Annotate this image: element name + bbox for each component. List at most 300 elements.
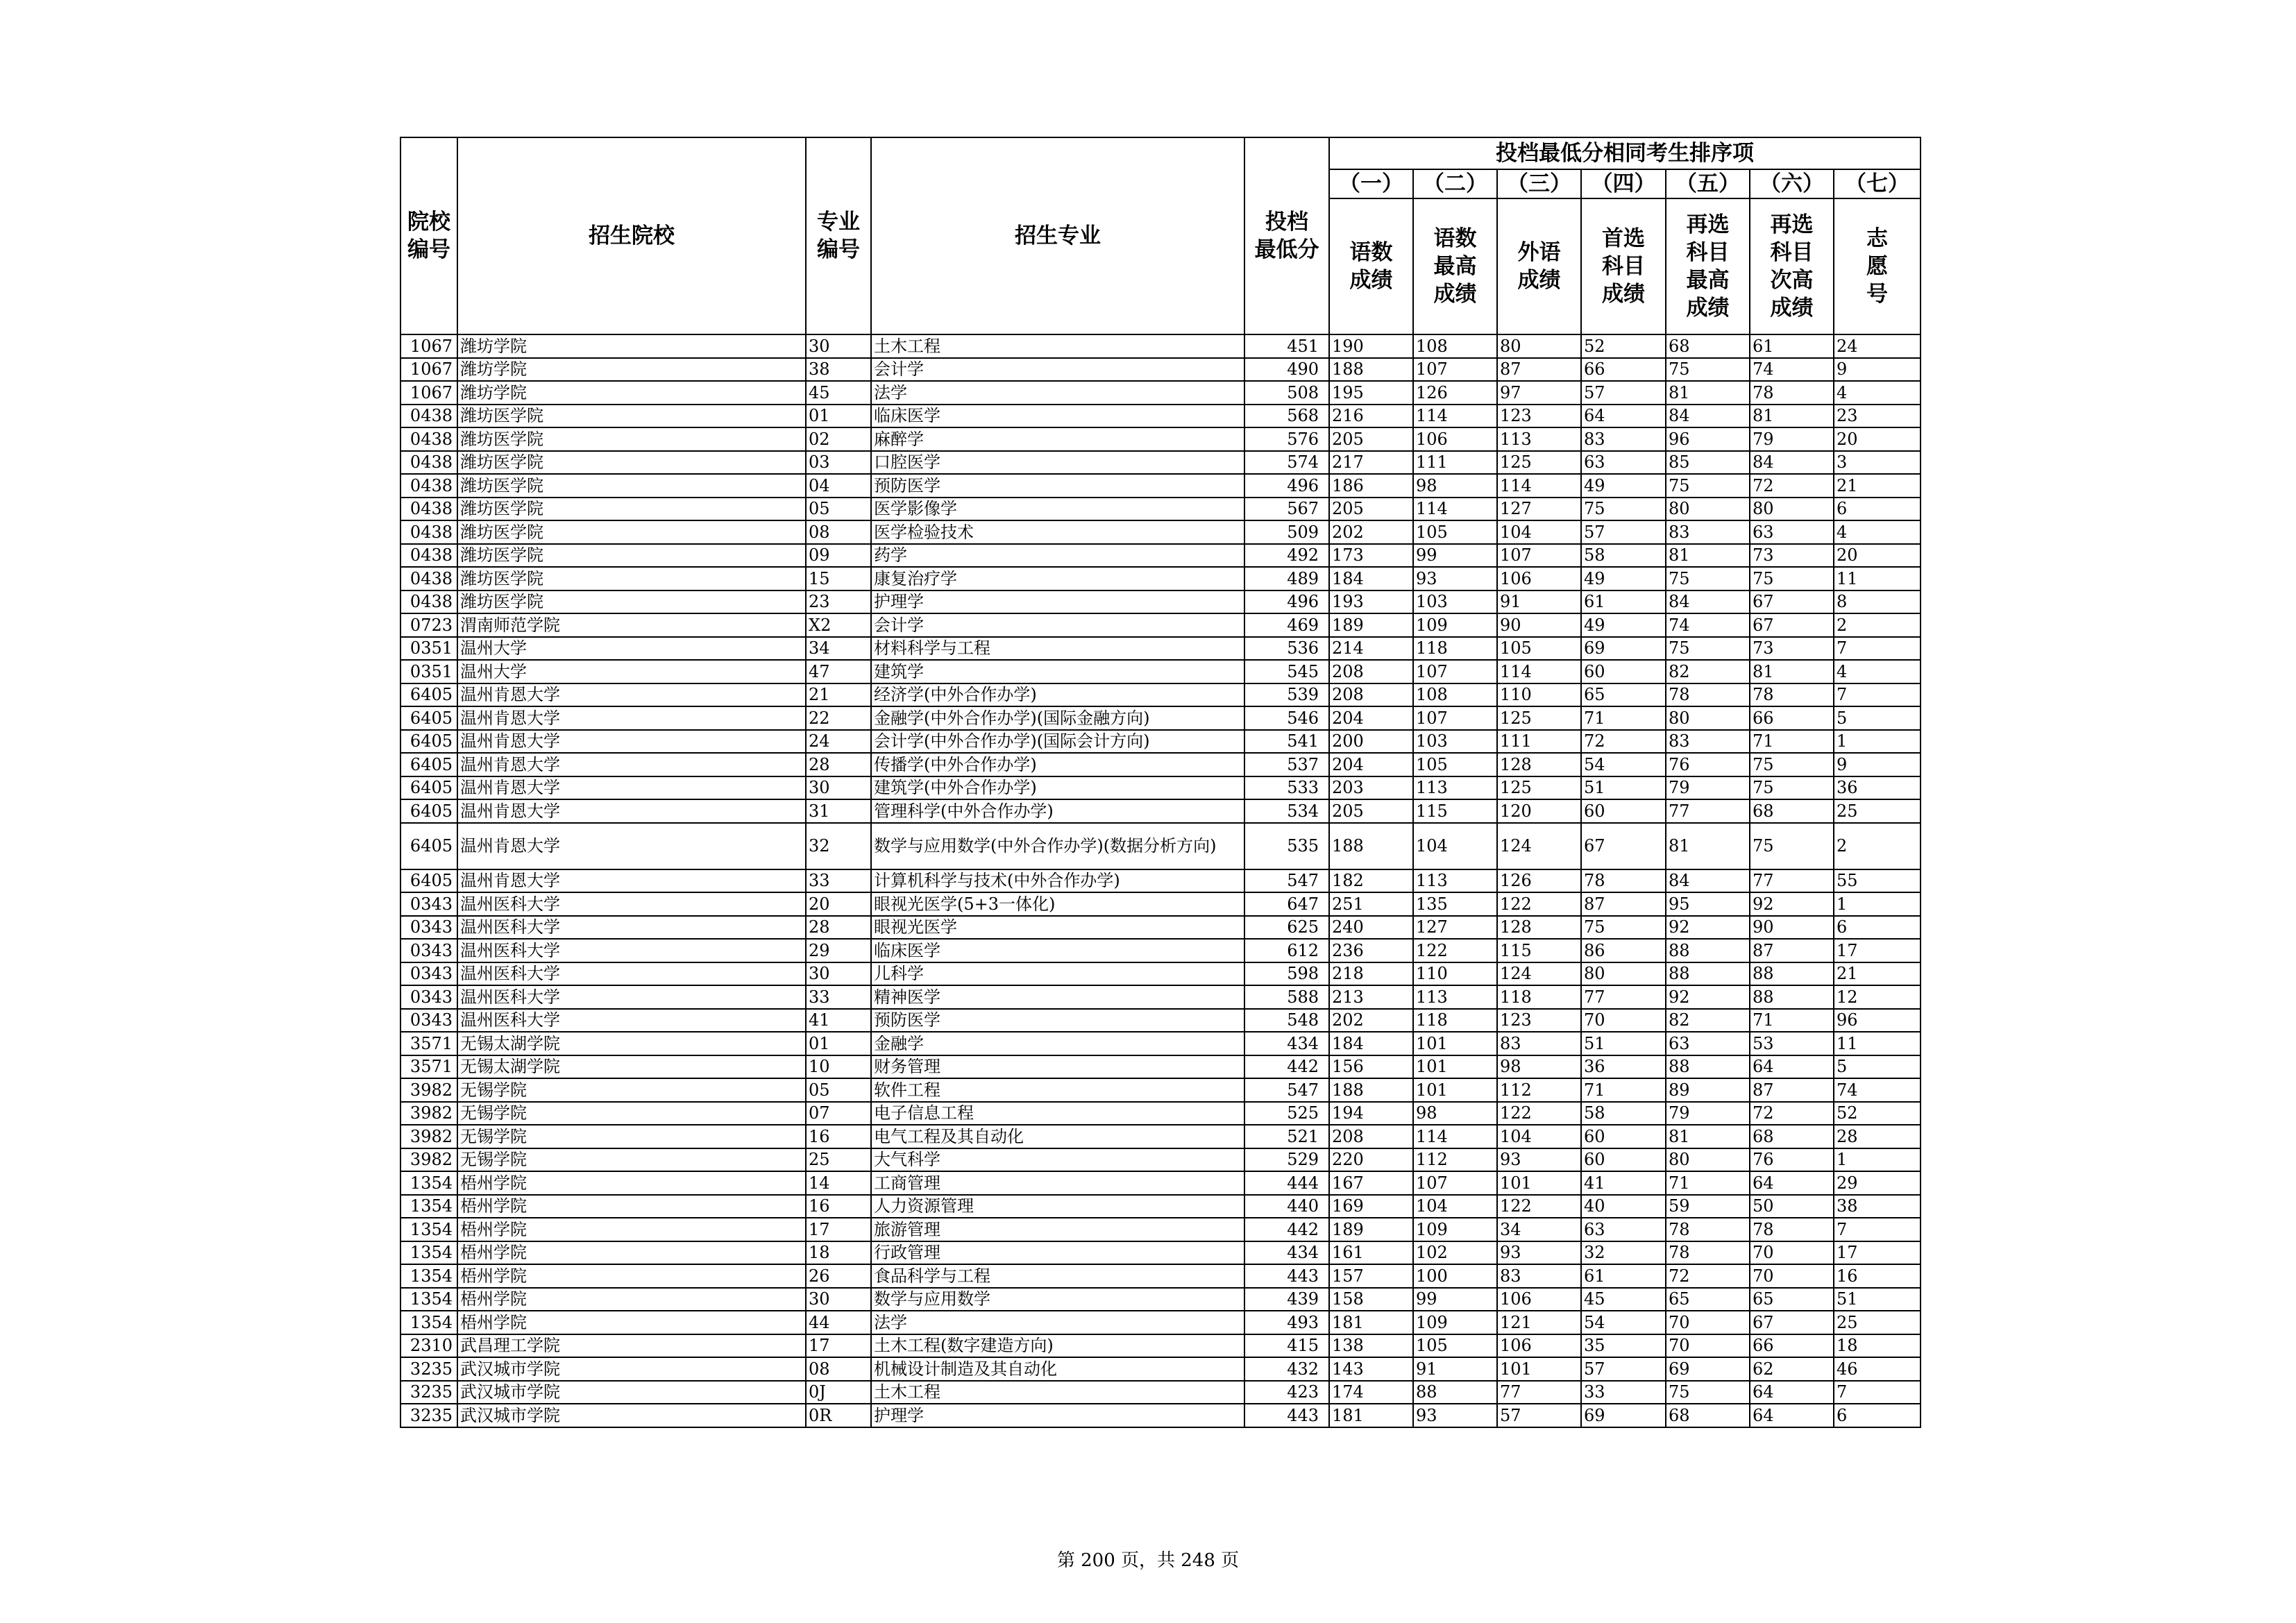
school-name-cell: 无锡太湖学院 bbox=[457, 1032, 806, 1055]
major-name-cell: 药学 bbox=[871, 544, 1244, 568]
reselect-second-cell: 84 bbox=[1750, 451, 1834, 475]
reselect-second-cell: 75 bbox=[1750, 753, 1834, 776]
school-code-cell: 0343 bbox=[400, 985, 457, 1009]
major-name-cell: 金融学 bbox=[871, 1032, 1244, 1055]
school-code-cell: 0343 bbox=[400, 939, 457, 962]
major-name-cell: 食品科学与工程 bbox=[871, 1264, 1244, 1288]
school-code-cell: 6405 bbox=[400, 683, 457, 707]
foreign-language-cell: 113 bbox=[1497, 427, 1581, 451]
major-code-cell: 28 bbox=[806, 916, 871, 940]
school-code-cell: 0351 bbox=[400, 637, 457, 661]
foreign-language-cell: 111 bbox=[1497, 730, 1581, 754]
reselect-max-cell: 76 bbox=[1666, 753, 1750, 776]
chinese-math-score-cell: 195 bbox=[1329, 381, 1413, 405]
preference-number-cell: 7 bbox=[1834, 683, 1921, 707]
chinese-math-max-cell: 127 bbox=[1413, 916, 1497, 940]
reselect-max-cell: 84 bbox=[1666, 405, 1750, 428]
preference-number-cell: 7 bbox=[1834, 1381, 1921, 1404]
reselect-second-cell: 78 bbox=[1750, 381, 1834, 405]
preference-number-cell: 18 bbox=[1834, 1334, 1921, 1358]
school-name-cell: 潍坊医学院 bbox=[457, 474, 806, 498]
admission-score-table bbox=[400, 137, 1921, 1428]
chinese-math-max-cell: 107 bbox=[1413, 660, 1497, 683]
major-name-cell: 金融学(中外合作办学)(国际金融方向) bbox=[871, 706, 1244, 730]
major-name-cell: 建筑学 bbox=[871, 660, 1244, 683]
chinese-math-max-cell: 122 bbox=[1413, 939, 1497, 962]
chinese-math-score-cell: 208 bbox=[1329, 683, 1413, 707]
major-code-cell: 08 bbox=[806, 1357, 871, 1381]
first-subject-cell: 36 bbox=[1581, 1055, 1666, 1079]
chinese-math-score-cell: 216 bbox=[1329, 405, 1413, 428]
chinese-math-score-cell: 190 bbox=[1329, 334, 1413, 358]
header-school-code bbox=[400, 137, 457, 334]
chinese-math-max-cell: 118 bbox=[1413, 637, 1497, 661]
reselect-max-cell: 82 bbox=[1666, 1009, 1750, 1033]
first-subject-cell: 75 bbox=[1581, 498, 1666, 521]
table-row bbox=[400, 939, 1921, 962]
school-name-cell: 温州医科大学 bbox=[457, 962, 806, 986]
min-score-cell: 612 bbox=[1244, 939, 1329, 962]
major-name-cell: 建筑学(中外合作办学) bbox=[871, 776, 1244, 800]
preference-number-cell: 11 bbox=[1834, 567, 1921, 590]
table-row bbox=[400, 1195, 1921, 1218]
foreign-language-cell: 106 bbox=[1497, 567, 1581, 590]
table-row bbox=[400, 1032, 1921, 1055]
min-score-cell: 489 bbox=[1244, 567, 1329, 590]
reselect-second-cell: 50 bbox=[1750, 1195, 1834, 1218]
reselect-max-cell: 71 bbox=[1666, 1171, 1750, 1195]
school-code-cell: 6405 bbox=[400, 823, 457, 869]
chinese-math-max-cell: 101 bbox=[1413, 1078, 1497, 1102]
header-order-6: （六） bbox=[1750, 169, 1834, 198]
school-name-cell: 温州肯恩大学 bbox=[457, 683, 806, 707]
min-score-cell: 490 bbox=[1244, 358, 1329, 382]
school-name-cell: 潍坊医学院 bbox=[457, 567, 806, 590]
reselect-max-cell: 95 bbox=[1666, 892, 1750, 916]
foreign-language-cell: 118 bbox=[1497, 985, 1581, 1009]
preference-number-cell: 29 bbox=[1834, 1171, 1921, 1195]
major-name-cell: 临床医学 bbox=[871, 939, 1244, 962]
major-code-cell: 0R bbox=[806, 1404, 871, 1427]
min-score-cell: 576 bbox=[1244, 427, 1329, 451]
major-name-cell: 护理学 bbox=[871, 590, 1244, 614]
reselect-second-cell: 78 bbox=[1750, 1218, 1834, 1241]
table-row bbox=[400, 799, 1921, 823]
school-code-cell: 0343 bbox=[400, 916, 457, 940]
major-name-cell: 预防医学 bbox=[871, 1009, 1244, 1033]
min-score-cell: 536 bbox=[1244, 637, 1329, 661]
chinese-math-max-cell: 105 bbox=[1413, 520, 1497, 544]
min-score-cell: 647 bbox=[1244, 892, 1329, 916]
preference-number-cell: 21 bbox=[1834, 962, 1921, 986]
header-min-score bbox=[1244, 137, 1329, 334]
major-name-cell: 数学与应用数学 bbox=[871, 1288, 1244, 1311]
school-name-cell: 温州肯恩大学 bbox=[457, 869, 806, 893]
table-row bbox=[400, 1357, 1921, 1381]
preference-number-cell: 4 bbox=[1834, 520, 1921, 544]
school-code-cell: 6405 bbox=[400, 753, 457, 776]
chinese-math-max-cell: 93 bbox=[1413, 567, 1497, 590]
reselect-max-cell: 79 bbox=[1666, 776, 1750, 800]
school-code-cell: 1354 bbox=[400, 1288, 457, 1311]
preference-number-cell: 36 bbox=[1834, 776, 1921, 800]
major-name-cell: 眼视光医学 bbox=[871, 916, 1244, 940]
chinese-math-score-cell: 188 bbox=[1329, 823, 1413, 869]
header-criterion-1-label: 语数 成绩 bbox=[1349, 240, 1393, 293]
foreign-language-cell: 125 bbox=[1497, 706, 1581, 730]
min-score-cell: 451 bbox=[1244, 334, 1329, 358]
header-criterion-3-label: 外语 成绩 bbox=[1517, 240, 1561, 293]
reselect-max-cell: 81 bbox=[1666, 381, 1750, 405]
chinese-math-score-cell: 189 bbox=[1329, 1218, 1413, 1241]
preference-number-cell: 25 bbox=[1834, 799, 1921, 823]
chinese-math-score-cell: 181 bbox=[1329, 1311, 1413, 1334]
school-code-cell: 6405 bbox=[400, 869, 457, 893]
major-name-cell: 土木工程 bbox=[871, 334, 1244, 358]
header-criterion-3 bbox=[1497, 198, 1581, 334]
reselect-max-cell: 65 bbox=[1666, 1288, 1750, 1311]
first-subject-cell: 72 bbox=[1581, 730, 1666, 754]
school-name-cell: 温州大学 bbox=[457, 637, 806, 661]
school-code-cell: 0438 bbox=[400, 427, 457, 451]
major-code-cell: 28 bbox=[806, 753, 871, 776]
table-row bbox=[400, 869, 1921, 893]
preference-number-cell: 7 bbox=[1834, 1218, 1921, 1241]
preference-number-cell: 11 bbox=[1834, 1032, 1921, 1055]
major-code-cell: 18 bbox=[806, 1241, 871, 1265]
chinese-math-max-cell: 105 bbox=[1413, 1334, 1497, 1358]
foreign-language-cell: 128 bbox=[1497, 916, 1581, 940]
reselect-second-cell: 73 bbox=[1750, 544, 1834, 568]
table-row bbox=[400, 706, 1921, 730]
school-code-cell: 3982 bbox=[400, 1102, 457, 1125]
chinese-math-max-cell: 98 bbox=[1413, 1102, 1497, 1125]
reselect-second-cell: 75 bbox=[1750, 823, 1834, 869]
min-score-cell: 469 bbox=[1244, 613, 1329, 637]
major-name-cell: 护理学 bbox=[871, 1404, 1244, 1427]
major-code-cell: 01 bbox=[806, 1032, 871, 1055]
preference-number-cell: 21 bbox=[1834, 474, 1921, 498]
header-criterion-6-label: 再选 科目 次高 成绩 bbox=[1770, 212, 1814, 321]
school-code-cell: 1354 bbox=[400, 1311, 457, 1334]
foreign-language-cell: 123 bbox=[1497, 405, 1581, 428]
major-code-cell: 44 bbox=[806, 1311, 871, 1334]
chinese-math-score-cell: 184 bbox=[1329, 1032, 1413, 1055]
chinese-math-max-cell: 101 bbox=[1413, 1055, 1497, 1079]
school-code-cell: 0438 bbox=[400, 405, 457, 428]
chinese-math-max-cell: 99 bbox=[1413, 1288, 1497, 1311]
major-name-cell: 临床医学 bbox=[871, 405, 1244, 428]
min-score-cell: 546 bbox=[1244, 706, 1329, 730]
school-code-cell: 1354 bbox=[400, 1195, 457, 1218]
min-score-cell: 534 bbox=[1244, 799, 1329, 823]
chinese-math-score-cell: 188 bbox=[1329, 358, 1413, 382]
school-code-cell: 3235 bbox=[400, 1381, 457, 1404]
reselect-second-cell: 88 bbox=[1750, 985, 1834, 1009]
school-code-cell: 1354 bbox=[400, 1171, 457, 1195]
reselect-max-cell: 82 bbox=[1666, 660, 1750, 683]
reselect-max-cell: 77 bbox=[1666, 799, 1750, 823]
major-code-cell: 45 bbox=[806, 381, 871, 405]
school-name-cell: 梧州学院 bbox=[457, 1241, 806, 1265]
chinese-math-max-cell: 107 bbox=[1413, 358, 1497, 382]
table-row bbox=[400, 1148, 1921, 1172]
foreign-language-cell: 125 bbox=[1497, 451, 1581, 475]
header-criterion-2 bbox=[1413, 198, 1497, 334]
foreign-language-cell: 90 bbox=[1497, 613, 1581, 637]
header-criterion-2-label: 语数 最高 成绩 bbox=[1433, 226, 1477, 307]
major-code-cell: 16 bbox=[806, 1195, 871, 1218]
foreign-language-cell: 107 bbox=[1497, 544, 1581, 568]
reselect-second-cell: 73 bbox=[1750, 637, 1834, 661]
chinese-math-score-cell: 204 bbox=[1329, 706, 1413, 730]
table-row bbox=[400, 427, 1921, 451]
first-subject-cell: 60 bbox=[1581, 799, 1666, 823]
reselect-max-cell: 75 bbox=[1666, 567, 1750, 590]
first-subject-cell: 71 bbox=[1581, 706, 1666, 730]
reselect-second-cell: 81 bbox=[1750, 405, 1834, 428]
school-name-cell: 温州医科大学 bbox=[457, 985, 806, 1009]
preference-number-cell: 1 bbox=[1834, 1148, 1921, 1172]
foreign-language-cell: 122 bbox=[1497, 1102, 1581, 1125]
min-score-cell: 567 bbox=[1244, 498, 1329, 521]
header-criterion-4-label: 首选 科目 成绩 bbox=[1602, 226, 1645, 307]
chinese-math-score-cell: 173 bbox=[1329, 544, 1413, 568]
chinese-math-max-cell: 114 bbox=[1413, 405, 1497, 428]
chinese-math-max-cell: 104 bbox=[1413, 1195, 1497, 1218]
first-subject-cell: 45 bbox=[1581, 1288, 1666, 1311]
school-code-cell: 3571 bbox=[400, 1055, 457, 1079]
major-code-cell: 09 bbox=[806, 544, 871, 568]
reselect-second-cell: 67 bbox=[1750, 590, 1834, 614]
preference-number-cell: 46 bbox=[1834, 1357, 1921, 1381]
major-code-cell: 10 bbox=[806, 1055, 871, 1079]
major-name-cell: 材料科学与工程 bbox=[871, 637, 1244, 661]
school-code-cell: 3235 bbox=[400, 1404, 457, 1427]
reselect-max-cell: 83 bbox=[1666, 730, 1750, 754]
chinese-math-max-cell: 100 bbox=[1413, 1264, 1497, 1288]
reselect-max-cell: 96 bbox=[1666, 427, 1750, 451]
table-row bbox=[400, 1288, 1921, 1311]
foreign-language-cell: 106 bbox=[1497, 1334, 1581, 1358]
major-name-cell: 电子信息工程 bbox=[871, 1102, 1244, 1125]
school-name-cell: 武汉城市学院 bbox=[457, 1381, 806, 1404]
reselect-max-cell: 81 bbox=[1666, 544, 1750, 568]
preference-number-cell: 1 bbox=[1834, 892, 1921, 916]
min-score-cell: 508 bbox=[1244, 381, 1329, 405]
reselect-max-cell: 78 bbox=[1666, 683, 1750, 707]
preference-number-cell: 74 bbox=[1834, 1078, 1921, 1102]
reselect-max-cell: 88 bbox=[1666, 939, 1750, 962]
major-code-cell: 47 bbox=[806, 660, 871, 683]
school-code-cell: 1354 bbox=[400, 1218, 457, 1241]
school-code-cell: 1067 bbox=[400, 381, 457, 405]
first-subject-cell: 77 bbox=[1581, 985, 1666, 1009]
foreign-language-cell: 93 bbox=[1497, 1241, 1581, 1265]
reselect-second-cell: 64 bbox=[1750, 1381, 1834, 1404]
first-subject-cell: 61 bbox=[1581, 590, 1666, 614]
major-code-cell: 08 bbox=[806, 520, 871, 544]
min-score-cell: 442 bbox=[1244, 1218, 1329, 1241]
header-order-2: （二） bbox=[1413, 169, 1497, 198]
school-code-cell: 3571 bbox=[400, 1032, 457, 1055]
table-row bbox=[400, 1009, 1921, 1033]
min-score-cell: 496 bbox=[1244, 474, 1329, 498]
table-row bbox=[400, 637, 1921, 661]
first-subject-cell: 75 bbox=[1581, 916, 1666, 940]
chinese-math-max-cell: 118 bbox=[1413, 1009, 1497, 1033]
major-code-cell: 15 bbox=[806, 567, 871, 590]
reselect-max-cell: 80 bbox=[1666, 1148, 1750, 1172]
first-subject-cell: 86 bbox=[1581, 939, 1666, 962]
table-row bbox=[400, 451, 1921, 475]
school-name-cell: 武汉城市学院 bbox=[457, 1404, 806, 1427]
chinese-math-max-cell: 107 bbox=[1413, 1171, 1497, 1195]
chinese-math-score-cell: 217 bbox=[1329, 451, 1413, 475]
table-row bbox=[400, 567, 1921, 590]
header-min-score-label: 投档 最低分 bbox=[1254, 210, 1319, 262]
preference-number-cell: 12 bbox=[1834, 985, 1921, 1009]
preference-number-cell: 3 bbox=[1834, 451, 1921, 475]
chinese-math-max-cell: 98 bbox=[1413, 474, 1497, 498]
header-school-code-label: 院校 编号 bbox=[407, 210, 450, 262]
foreign-language-cell: 115 bbox=[1497, 939, 1581, 962]
reselect-second-cell: 70 bbox=[1750, 1264, 1834, 1288]
school-code-cell: 6405 bbox=[400, 730, 457, 754]
foreign-language-cell: 77 bbox=[1497, 1381, 1581, 1404]
reselect-second-cell: 71 bbox=[1750, 1009, 1834, 1033]
table-row bbox=[400, 892, 1921, 916]
school-code-cell: 6405 bbox=[400, 706, 457, 730]
chinese-math-max-cell: 115 bbox=[1413, 799, 1497, 823]
school-name-cell: 武汉城市学院 bbox=[457, 1357, 806, 1381]
school-code-cell: 3982 bbox=[400, 1148, 457, 1172]
preference-number-cell: 28 bbox=[1834, 1125, 1921, 1148]
header-criterion-1 bbox=[1329, 198, 1413, 334]
preference-number-cell: 17 bbox=[1834, 1241, 1921, 1265]
min-score-cell: 492 bbox=[1244, 544, 1329, 568]
reselect-max-cell: 74 bbox=[1666, 613, 1750, 637]
min-score-cell: 548 bbox=[1244, 1009, 1329, 1033]
chinese-math-score-cell: 202 bbox=[1329, 520, 1413, 544]
chinese-math-score-cell: 156 bbox=[1329, 1055, 1413, 1079]
table-row bbox=[400, 730, 1921, 754]
reselect-max-cell: 70 bbox=[1666, 1334, 1750, 1358]
major-name-cell: 医学影像学 bbox=[871, 498, 1244, 521]
min-score-cell: 547 bbox=[1244, 1078, 1329, 1102]
foreign-language-cell: 123 bbox=[1497, 1009, 1581, 1033]
school-name-cell: 梧州学院 bbox=[457, 1171, 806, 1195]
chinese-math-score-cell: 193 bbox=[1329, 590, 1413, 614]
school-code-cell: 2310 bbox=[400, 1334, 457, 1358]
chinese-math-score-cell: 214 bbox=[1329, 637, 1413, 661]
first-subject-cell: 60 bbox=[1581, 660, 1666, 683]
school-name-cell: 温州肯恩大学 bbox=[457, 706, 806, 730]
min-score-cell: 625 bbox=[1244, 916, 1329, 940]
major-name-cell: 机械设计制造及其自动化 bbox=[871, 1357, 1244, 1381]
chinese-math-max-cell: 103 bbox=[1413, 730, 1497, 754]
major-name-cell: 经济学(中外合作办学) bbox=[871, 683, 1244, 707]
chinese-math-score-cell: 194 bbox=[1329, 1102, 1413, 1125]
table-row bbox=[400, 1264, 1921, 1288]
preference-number-cell: 2 bbox=[1834, 823, 1921, 869]
chinese-math-max-cell: 110 bbox=[1413, 962, 1497, 986]
min-score-cell: 547 bbox=[1244, 869, 1329, 893]
school-code-cell: 0438 bbox=[400, 590, 457, 614]
reselect-max-cell: 75 bbox=[1666, 474, 1750, 498]
reselect-max-cell: 69 bbox=[1666, 1357, 1750, 1381]
first-subject-cell: 41 bbox=[1581, 1171, 1666, 1195]
reselect-second-cell: 62 bbox=[1750, 1357, 1834, 1381]
chinese-math-score-cell: 158 bbox=[1329, 1288, 1413, 1311]
chinese-math-score-cell: 218 bbox=[1329, 962, 1413, 986]
major-code-cell: 38 bbox=[806, 358, 871, 382]
first-subject-cell: 80 bbox=[1581, 962, 1666, 986]
first-subject-cell: 69 bbox=[1581, 1404, 1666, 1427]
school-code-cell: 1354 bbox=[400, 1264, 457, 1288]
table-row bbox=[400, 1055, 1921, 1079]
reselect-second-cell: 70 bbox=[1750, 1241, 1834, 1265]
reselect-second-cell: 79 bbox=[1750, 427, 1834, 451]
reselect-second-cell: 67 bbox=[1750, 613, 1834, 637]
reselect-second-cell: 66 bbox=[1750, 706, 1834, 730]
school-name-cell: 潍坊医学院 bbox=[457, 544, 806, 568]
reselect-max-cell: 83 bbox=[1666, 520, 1750, 544]
major-name-cell: 会计学 bbox=[871, 613, 1244, 637]
chinese-math-score-cell: 203 bbox=[1329, 776, 1413, 800]
table-row bbox=[400, 916, 1921, 940]
min-score-cell: 574 bbox=[1244, 451, 1329, 475]
reselect-max-cell: 84 bbox=[1666, 590, 1750, 614]
chinese-math-score-cell: 251 bbox=[1329, 892, 1413, 916]
school-name-cell: 潍坊学院 bbox=[457, 334, 806, 358]
foreign-language-cell: 106 bbox=[1497, 1288, 1581, 1311]
major-code-cell: 41 bbox=[806, 1009, 871, 1033]
major-code-cell: 02 bbox=[806, 427, 871, 451]
school-name-cell: 潍坊医学院 bbox=[457, 405, 806, 428]
chinese-math-max-cell: 102 bbox=[1413, 1241, 1497, 1265]
reselect-second-cell: 88 bbox=[1750, 962, 1834, 986]
header-major-code bbox=[806, 137, 871, 334]
reselect-max-cell: 78 bbox=[1666, 1218, 1750, 1241]
first-subject-cell: 40 bbox=[1581, 1195, 1666, 1218]
foreign-language-cell: 101 bbox=[1497, 1171, 1581, 1195]
chinese-math-score-cell: 208 bbox=[1329, 1125, 1413, 1148]
reselect-second-cell: 68 bbox=[1750, 799, 1834, 823]
first-subject-cell: 65 bbox=[1581, 683, 1666, 707]
school-code-cell: 6405 bbox=[400, 776, 457, 800]
school-code-cell: 0343 bbox=[400, 962, 457, 986]
foreign-language-cell: 124 bbox=[1497, 962, 1581, 986]
chinese-math-score-cell: 208 bbox=[1329, 660, 1413, 683]
table-row bbox=[400, 1381, 1921, 1404]
chinese-math-score-cell: 157 bbox=[1329, 1264, 1413, 1288]
foreign-language-cell: 126 bbox=[1497, 869, 1581, 893]
chinese-math-max-cell: 111 bbox=[1413, 451, 1497, 475]
foreign-language-cell: 105 bbox=[1497, 637, 1581, 661]
first-subject-cell: 57 bbox=[1581, 520, 1666, 544]
reselect-max-cell: 84 bbox=[1666, 869, 1750, 893]
major-code-cell: 29 bbox=[806, 939, 871, 962]
reselect-second-cell: 75 bbox=[1750, 567, 1834, 590]
chinese-math-max-cell: 101 bbox=[1413, 1032, 1497, 1055]
major-code-cell: 22 bbox=[806, 706, 871, 730]
chinese-math-max-cell: 114 bbox=[1413, 1125, 1497, 1148]
major-name-cell: 计算机科学与技术(中外合作办学) bbox=[871, 869, 1244, 893]
preference-number-cell: 2 bbox=[1834, 613, 1921, 637]
first-subject-cell: 49 bbox=[1581, 613, 1666, 637]
table-row bbox=[400, 776, 1921, 800]
